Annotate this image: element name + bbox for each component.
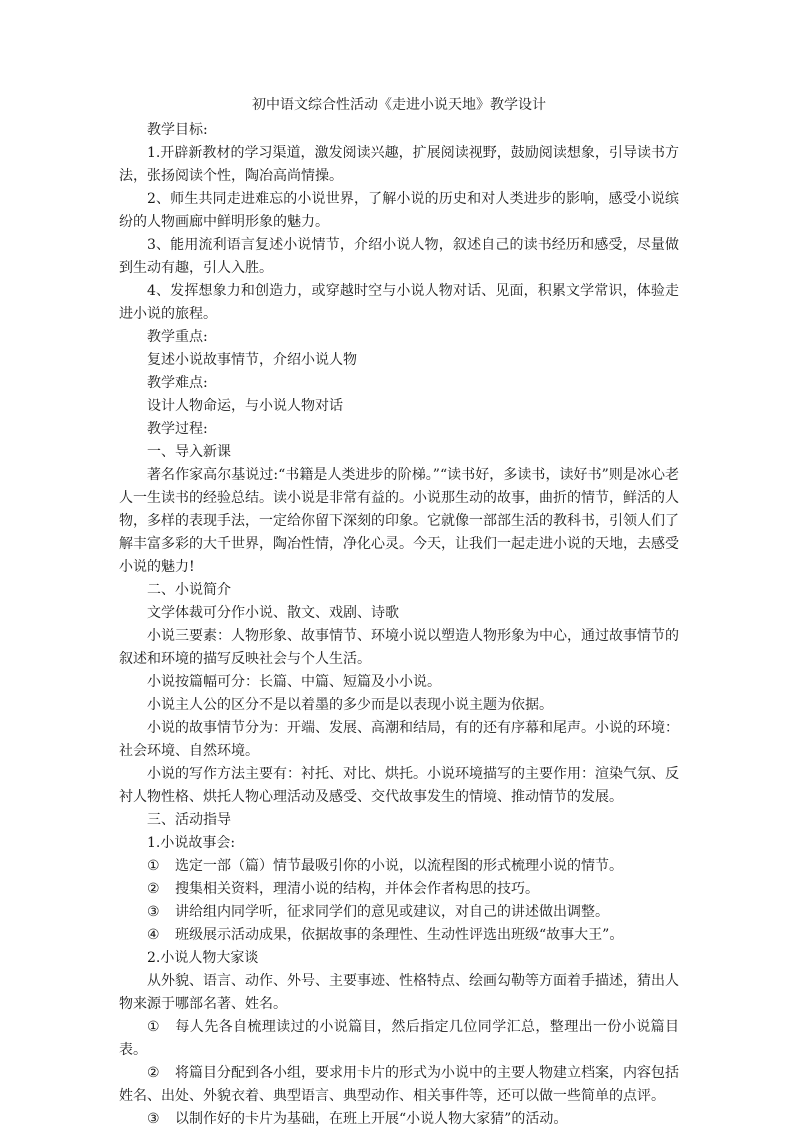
- list-marker: ①: [147, 1019, 160, 1035]
- paragraph: 1.开辟新教材的学习渠道，激发阅读兴趣，扩展阅读视野，鼓励阅读想象，引导读书方法，张扬阅读个性，陶冶高尚情操。: [119, 145, 679, 184]
- paragraph: 小说的写作方法主要有：衬托、对比、烘托。小说环境描写的主要作用：渲染气氛、反衬人物性格、烘托人物心理活动及感受、交代故事发生的情境、推动情节的发展。: [119, 766, 679, 805]
- list-item-text: 班级展示活动成果，依据故事的条理性、生动性评选出班级“故事大王”。: [175, 927, 624, 943]
- paragraph: 设计人物命运，与小说人物对话: [147, 398, 343, 414]
- document-body: [119, 119, 679, 1131]
- paragraph: 二、小说简介: [147, 582, 231, 598]
- list-item-text: 选定一部（篇）情节最吸引你的小说，以流程图的形式梳理小说的情节。: [175, 858, 623, 874]
- list-marker: ①: [147, 858, 160, 874]
- list-item: [119, 1062, 679, 1108]
- list-item-text: 搜集相关资料，理清小说的结构，并体会作者构思的技巧。: [175, 881, 539, 897]
- list-item: [119, 878, 679, 901]
- list-marker: ②: [147, 881, 160, 897]
- document-page: [119, 95, 679, 1131]
- list-marker: ③: [147, 904, 160, 920]
- paragraph: 教学目标:: [147, 122, 208, 138]
- paragraph: 1.小说故事会:: [147, 835, 236, 851]
- paragraph: 4、发挥想象力和创造力，或穿越时空与小说人物对话、见面，积累文学常识，体验走进小说的旅程。: [119, 283, 679, 322]
- paragraph: 复述小说故事情节，介绍小说人物: [147, 352, 357, 368]
- list-item-text: 以制作好的卡片为基础，在班上开展“小说人物大家猜”的活动。: [175, 1111, 568, 1127]
- list-item: [119, 1016, 679, 1062]
- paragraph: 从外貌、语言、动作、外号、主要事迹、性格特点、绘画勾勒等方面着手描述，猜出人物来源于哪部名著、姓名。: [119, 973, 679, 1012]
- paragraph: 教学过程:: [147, 421, 208, 437]
- list-item: [119, 1108, 679, 1131]
- paragraph: 2、师生共同走进难忘的小说世界，了解小说的历史和对人类进步的影响，感受小说缤纷的人物画廊中鲜明形象的魅力。: [119, 191, 679, 230]
- paragraph: 一、导入新课: [147, 444, 231, 460]
- list-marker: ④: [147, 927, 160, 943]
- list-item: [119, 855, 679, 878]
- document-title: 初中语文综合性活动《走进小说天地》教学设计: [252, 97, 546, 113]
- list-item: [119, 924, 679, 947]
- paragraph: 3、能用流利语言复述小说情节，介绍小说人物，叙述自己的读书经历和感受，尽量做到生动有趣，引人入胜。: [119, 237, 679, 276]
- paragraph: 三、活动指导: [147, 812, 231, 828]
- paragraph: 著名作家高尔基说过:“书籍是人类进步的阶梯。”“读书好，多读书，读好书”则是冰心老人一生读书的经验总结。读小说是非常有益的。小说那生动的故事，曲折的情节，鲜活的人物，多样的表现手法，一定给你留下深刻的印象。它就像一部部生活的教科书，引领人们了解丰富多彩的大千世界，陶冶性情，净化心灵。今天，让我们一起走进小说的天地，去感受小说的魅力!: [119, 467, 679, 575]
- list-item-text: 讲给组内同学听，征求同学们的意见或建议，对自己的讲述做出调整。: [175, 904, 609, 920]
- paragraph: 教学重点:: [147, 329, 208, 345]
- paragraph: 文学体裁可分作小说、散文、戏剧、诗歌: [147, 605, 399, 621]
- section-heading: 2.小说人物大家谈: [147, 950, 259, 966]
- list-item: [119, 901, 679, 924]
- paragraph: 小说按篇幅可分：长篇、中篇、短篇及小小说。: [147, 674, 441, 690]
- list-marker: ②: [147, 1065, 160, 1081]
- paragraph: 教学难点:: [147, 375, 208, 391]
- list-item-text: 将篇目分配到各小组，要求用卡片的形式为小说中的主要人物建立档案，内容包括姓名、出处、外貌衣着、典型语言、典型动作、相关事件等，还可以做一些简单的点评。: [119, 1065, 679, 1104]
- list-item-text: 每人先各自梳理读过的小说篇目，然后指定几位同学汇总，整理出一份小说篇目表。: [119, 1019, 679, 1058]
- list-marker: ③: [147, 1111, 160, 1127]
- paragraph: 小说主人公的区分不是以着墨的多少而是以表现小说主题为依据。: [147, 697, 553, 713]
- paragraph: 小说三要素：人物形象、故事情节、环境小说以塑造人物形象为中心，通过故事情节的叙述和环境的描写反映社会与个人生活。: [119, 628, 679, 667]
- paragraph: 小说的故事情节分为：开端、发展、高潮和结局，有的还有序幕和尾声。小说的环境：社会环境、自然环境。: [119, 720, 679, 759]
